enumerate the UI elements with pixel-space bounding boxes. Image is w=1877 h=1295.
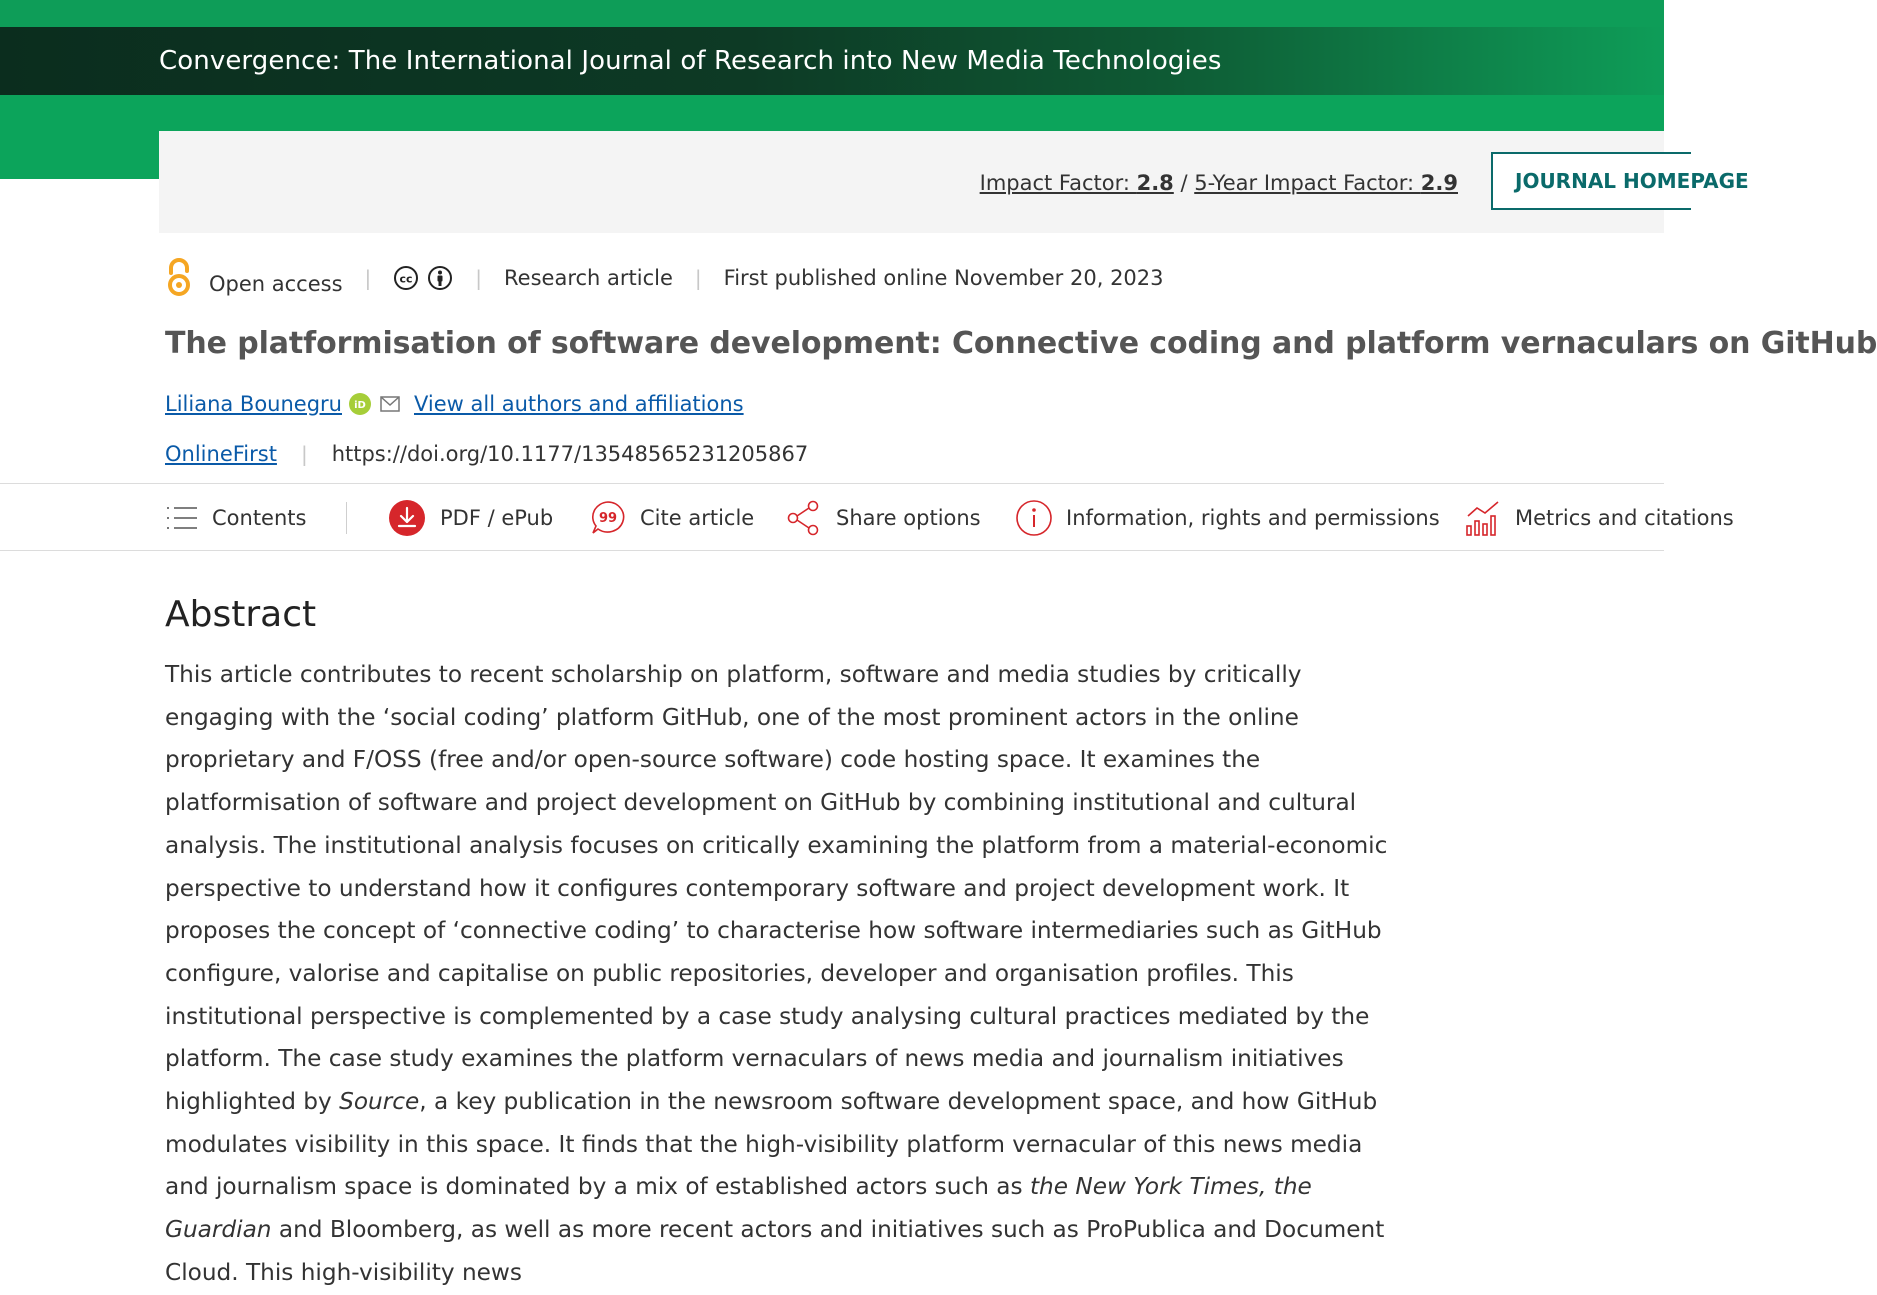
toolbar-divider [346,502,347,534]
contents-button[interactable] [166,484,306,552]
svg-text:cc: cc [399,272,413,286]
journal-title[interactable]: Convergence: The International Journal of Research into New Media Technologies [159,46,1222,76]
meta-divider: | [364,266,372,290]
svg-text:99: 99 [598,511,618,526]
abstract-heading: Abstract [165,594,317,635]
article-title: The platformisation of software development: Connective coding and platform vernaculars on GitHub [165,326,1877,361]
open-access-label: Open access [209,272,343,296]
impact-factor-link[interactable] [980,171,1174,195]
issue-doi-row [165,442,808,466]
impact-value: 2.8 [1136,171,1174,195]
abstract-part-3: and Bloomberg, as well as more recent actors and initiatives such as ProPublica and Document Cloud. This high-visibility news [165,1216,1385,1286]
article-toolbar [0,483,1734,551]
cite-article-label: Cite article [640,506,755,530]
info-icon [1016,500,1052,536]
download-icon [388,499,426,537]
author-link[interactable]: Liliana Bounegru [165,392,342,416]
view-all-authors-link[interactable]: View all authors and affiliations [414,392,744,416]
article-meta [165,258,1164,298]
email-icon[interactable] [380,396,400,412]
meta-divider: | [475,266,483,290]
impact-label: Impact Factor: [979,171,1137,195]
orcid-icon[interactable] [348,392,372,416]
bar-chart-icon [1465,500,1501,536]
open-access-icon [165,259,193,297]
abstract-text [165,654,1395,1295]
information-rights-label: Information, rights and permissions [1066,506,1440,530]
meta-divider: | [694,266,702,290]
top-strip [0,0,1664,27]
share-icon [786,500,822,536]
impact-factor [980,171,1458,195]
metrics-citations-label: Metrics and citations [1515,506,1734,530]
publication-date: First published online November 20, 2023 [723,266,1164,290]
doi-divider: | [300,442,308,466]
share-options-label: Share options [836,506,981,530]
five-year-impact-link[interactable] [1194,171,1458,195]
license-icons[interactable] [393,265,453,291]
abstract-source-italic: Source [339,1088,420,1116]
impact-separator: / [1173,171,1195,195]
information-rights-button[interactable] [1016,484,1440,552]
abstract-part-2: , a key publication in the newsroom software development space, and how GitHub modulates visibility in this space. It finds that the high-visibility platform vernacular of this news media and journalism space is dominated by a mix of established actors such as [165,1088,1378,1201]
attribution-icon [427,265,453,291]
green-band-left [0,131,159,179]
creative-commons-icon [393,265,419,291]
journal-homepage-button[interactable]: JOURNAL HOMEPAGE [1491,152,1691,210]
cite-article-button[interactable] [590,484,754,552]
five-year-value: 2.9 [1420,171,1458,195]
five-year-label: 5-Year Impact Factor: [1194,171,1421,195]
green-band [0,95,1664,131]
quote-icon [590,500,626,536]
journal-info-bar [159,131,1749,233]
article-type: Research article [504,266,673,290]
pdf-epub-button[interactable] [388,484,553,552]
pdf-epub-label: PDF / ePub [440,506,554,530]
abstract-part-1: This article contributes to recent scholarship on platform, software and media studies by critically engaging with the ‘social coding’ platform GitHub, one of the most prominent actors in the online proprietary and F/OSS (free and/or open-source software) code hosting space. It examines the platformisation of software and project development on GitHub by combining institutional and cultural analysis. The institutional analysis focuses on critically examining the platform from a material-economic perspective to understand how it configures contemporary software and project development work. It proposes the concept of ‘connective coding’ to characterise how software intermediaries such as GitHub configure, valorise and capitalise on public repositories, developer and organisation profiles. This institutional perspective is complemented by a case study analysing cultural practices mediated by the platform. The case study examines the platform vernaculars of news media and journalism initiatives highlighted by [165,661,1388,1116]
contents-label: Contents [212,506,307,530]
onlinefirst-link[interactable]: OnlineFirst [165,442,277,466]
svg-text:iD: iD [354,400,366,411]
list-icon [166,505,198,531]
doi[interactable]: https://doi.org/10.1177/13548565231205867 [331,442,809,466]
abstract-publications-italic: the New York Times, the Guardian [165,1173,1312,1244]
share-options-button[interactable] [786,484,981,552]
journal-banner [0,27,1664,95]
metrics-citations-button[interactable] [1465,484,1734,552]
authors-row [165,392,744,416]
